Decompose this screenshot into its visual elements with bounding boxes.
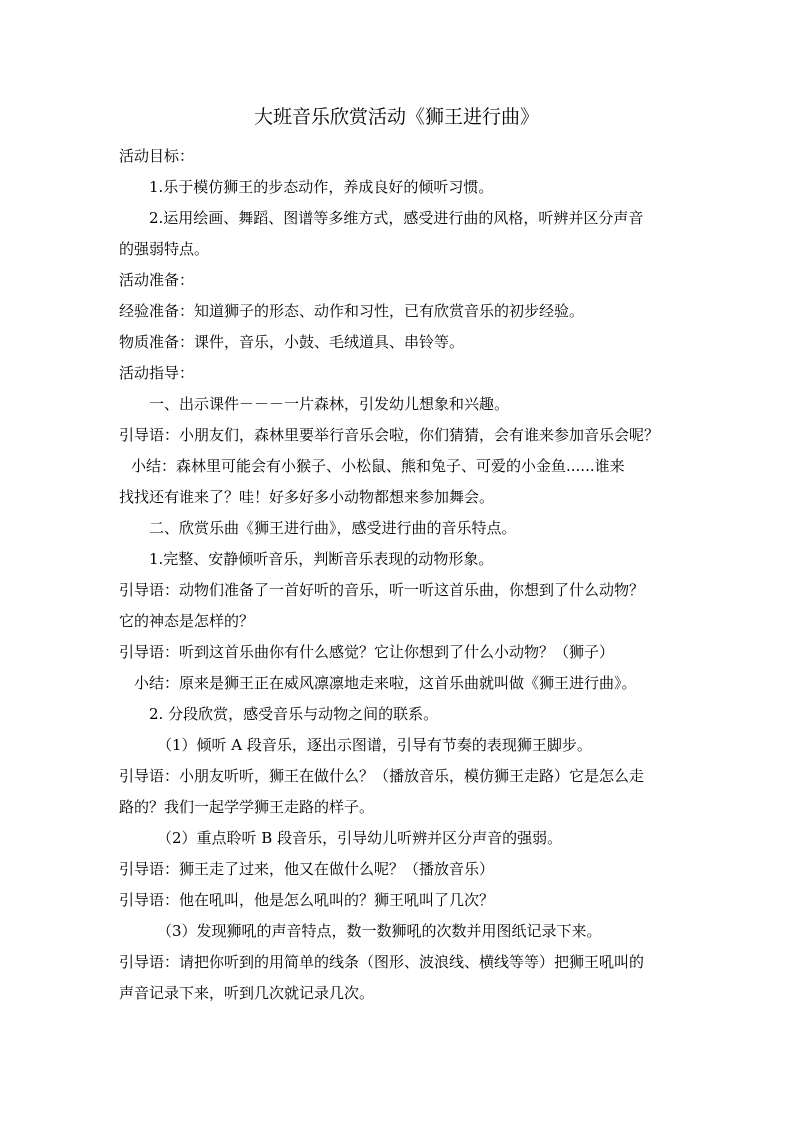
- document-title: 大班音乐欣赏活动《狮王进行曲》: [253, 106, 539, 128]
- document-body: [119, 141, 681, 1009]
- section-heading-preparation: 活动准备：: [119, 271, 195, 289]
- section-heading-goals: 活动目标：: [119, 147, 195, 165]
- paragraph-line: （2）重点聆听 B 段音乐，引导幼儿听辨并区分声音的强弱。: [157, 829, 563, 847]
- paragraph-line: 2.运用绘画、舞蹈、图谱等多维方式，感受进行曲的风格，听辨并区分声音: [149, 209, 644, 227]
- paragraph-line: 引导语：小朋友们，森林里要举行音乐会啦，你们猜猜，会有谁来参加音乐会呢？: [119, 426, 660, 444]
- paragraph-line: 引导语：请把你听到的用简单的线条（图形、波浪线、横线等等）把狮王吼叫的: [119, 953, 645, 971]
- paragraph-line: 经验准备：知道狮子的形态、动作和习性，已有欣赏音乐的初步经验。: [119, 302, 585, 320]
- paragraph-line: 引导语：听到这首乐曲你有什么感觉？它让你想到了什么小动物？（狮子）: [119, 643, 615, 661]
- paragraph-line: （1）倾听 A 段音乐，逐出示图谱，引导有节奏的表现狮王脚步。: [157, 736, 592, 754]
- paragraph-line: （3）发现狮吼的声音特点，数一数狮吼的次数并用图纸记录下来。: [157, 922, 602, 940]
- paragraph-line: 引导语：狮王走了过来，他又在做什么呢？（播放音乐）: [119, 860, 495, 878]
- paragraph-line: 引导语：他在吼叫，他是怎么吼叫的？狮王吼叫了几次？: [119, 891, 495, 909]
- paragraph-line: 的强弱特点。: [119, 240, 210, 258]
- paragraph-line: 路的？我们一起学学狮王走路的样子。: [119, 798, 375, 816]
- paragraph-line: 找找还有谁来了？哇！好多好多小动物都想来参加舞会。: [119, 488, 495, 506]
- paragraph-line: 它的神态是怎样的？: [119, 612, 255, 630]
- paragraph-line: 1.乐于模仿狮王的步态动作，养成良好的倾听习惯。: [149, 178, 494, 196]
- paragraph-line: 引导语：小朋友听听，狮王在做什么？（播放音乐，模仿狮王走路）它是怎么走: [119, 767, 645, 785]
- paragraph-line: 声音记录下来，听到几次就记录几次。: [119, 984, 375, 1002]
- paragraph-line: 小结：原来是狮王正在威风凛凛地走来啦，这首乐曲就叫做《狮王进行曲》。: [134, 674, 637, 692]
- paragraph-line: 二、欣赏乐曲《狮王进行曲》，感受进行曲的音乐特点。: [149, 519, 517, 537]
- paragraph-line: 2. 分段欣赏，感受音乐与动物之间的联系。: [149, 705, 439, 723]
- section-heading-guidance: 活动指导：: [119, 364, 195, 382]
- paragraph-line: 物质准备：课件，音乐，小鼓、毛绒道具、串铃等。: [119, 333, 465, 351]
- paragraph-line: 一、出示课件－－－一片森林，引发幼儿想象和兴趣。: [149, 395, 510, 413]
- paragraph-line: 小结：森林里可能会有小猴子、小松鼠、熊和兔子、可爱的小金鱼......谁来: [131, 457, 625, 475]
- paragraph-line: 引导语：动物们准备了一首好听的音乐，听一听这首乐曲，你想到了什么动物？: [119, 581, 645, 599]
- paragraph-line: 1.完整、安静倾听音乐，判断音乐表现的动物形象。: [149, 550, 494, 568]
